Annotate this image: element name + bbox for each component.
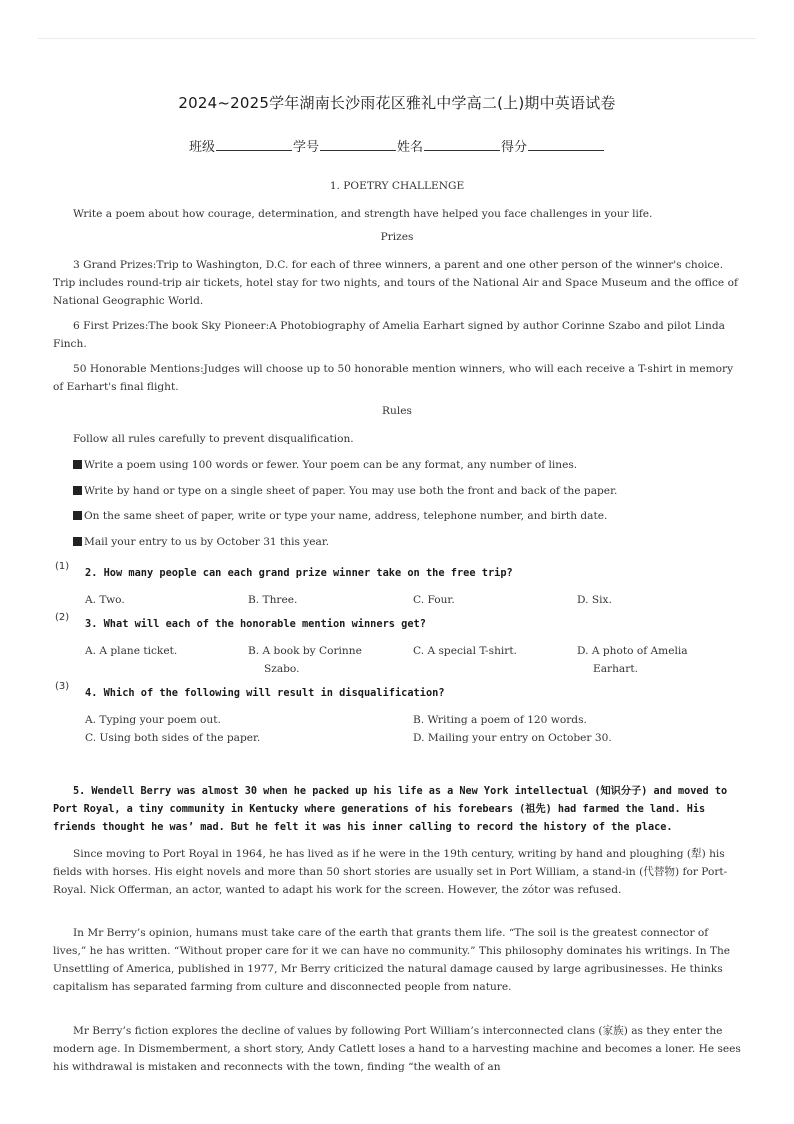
option-d[interactable]: D. A photo of Amelia Earhart. <box>577 645 688 675</box>
score-blank[interactable] <box>528 138 604 151</box>
passage2-paragraph: In Mr Berry’s opinion, humans must take care of the earth that grants them life. “The soil is the greatest connector of lives,” he has written. “Without proper care for it we can have no community.” This philosophy dominates his writings. In The Unsettling of America, published in 1977, Mr Berry criticized the natural damage caused by large agribusinesses. He thinks capitalism has separated farming from culture and disconnected people from nature. <box>53 927 731 993</box>
prize-first: 6 First Prizes:The book Sky Pioneer:A Photobiography of Amelia Earhart signed by author Corinne Szabo and pilot Linda Finch. <box>53 320 725 350</box>
passage1-intro: Write a poem about how courage, determination, and strength have helped you face challenges in your life. <box>73 208 653 220</box>
prize-grand: 3 Grand Prizes:Trip to Washington, D.C. for each of three winners, a parent and one other person of the winner's choice. Trip includes round-trip air tickets, hotel stay for two nights, and tours of the National Air and Space Museum and the office of National Geographic World. <box>53 259 738 307</box>
square-bullet-icon <box>73 537 82 546</box>
passage2-paragraph: Mr Berry’s fiction explores the decline of values by following Port William’s interconnected clans (家族) as they enter the modern age. In Dismemberment, a short story, Andy Catlett loses a hand to a harvesting machine and becomes a loner. He sees his withdrawal is mistaken and reconnects with the town, finding “the wealth of an <box>53 1025 741 1073</box>
square-bullet-icon <box>73 460 82 469</box>
prizes-heading: Prizes <box>380 231 414 243</box>
option-b[interactable]: B. Three. <box>248 594 298 606</box>
rule-item: Write a poem using 100 words or fewer. Your poem can be any format, any number of lines. <box>53 456 743 474</box>
name-blank[interactable] <box>424 138 500 151</box>
rule-item: On the same sheet of paper, write or type your name, address, telephone number, and birth date. <box>53 507 743 525</box>
passage1-heading: 1. POETRY CHALLENGE <box>329 180 465 192</box>
square-bullet-icon <box>73 511 82 520</box>
score-label: 得分 <box>501 140 528 155</box>
student-info-line <box>0 136 794 155</box>
student-id-label: 学号 <box>292 140 319 155</box>
option-a[interactable]: A. Typing your poem out. <box>85 714 221 726</box>
question-number: (1) <box>55 561 70 572</box>
student-id-blank[interactable] <box>320 138 396 151</box>
question-text: 2. How many people can each grand prize winner take on the free trip? <box>85 567 513 579</box>
prize-honorable: 50 Honorable Mentions:Judges will choose up to 50 honorable mention winners, who will each receive a T-shirt in memory of Earhart's final flight. <box>53 363 734 393</box>
option-d[interactable]: D. Six. <box>577 594 612 606</box>
question-number: (2) <box>55 612 70 623</box>
name-label: 姓名 <box>397 140 424 155</box>
option-b[interactable]: B. Writing a poem of 120 words. <box>413 714 587 726</box>
rules-heading: Rules <box>382 405 412 417</box>
question-text: 4. Which of the following will result in disqualification? <box>85 687 445 699</box>
class-label: 班级 <box>188 140 215 155</box>
option-d[interactable]: D. Mailing your entry on October 30. <box>413 732 612 744</box>
rule-item: Write by hand or type on a single sheet of paper. You may use both the front and back of the paper. <box>53 482 743 500</box>
question-text: 3. What will each of the honorable mention winners get? <box>85 618 426 630</box>
option-c[interactable]: C. Four. <box>413 594 455 606</box>
question-number: (3) <box>55 681 70 692</box>
top-divider <box>38 38 756 39</box>
option-b[interactable]: B. A book by Corinne Szabo. <box>248 645 362 675</box>
class-blank[interactable] <box>216 138 292 151</box>
option-a[interactable]: A. Two. <box>85 594 125 606</box>
square-bullet-icon <box>73 486 82 495</box>
rules-intro: Follow all rules carefully to prevent disqualification. <box>73 433 354 445</box>
option-a[interactable]: A. A plane ticket. <box>85 645 178 657</box>
page-title: 2024~2025学年湖南长沙雨花区雅礼中学高二(上)期中英语试卷 <box>178 94 616 112</box>
option-c[interactable]: C. A special T-shirt. <box>413 645 517 657</box>
option-c[interactable]: C. Using both sides of the paper. <box>85 732 261 744</box>
passage2-intro: 5. Wendell Berry was almost 30 when he packed up his life as a New York intellectual (知识分子) and moved to Port Royal, a tiny community in Kentucky where generations of his forebears (祖先) had farmed the land. His friends thought he was’ mad. But he felt it was his inner calling to record the history of the place. <box>53 786 728 833</box>
rule-item: Mail your entry to us by October 31 this year. <box>53 533 743 551</box>
passage2-paragraph: Since moving to Port Royal in 1964, he has lived as if he were in the 19th century, writing by hand and ploughing (犁) his fields with horses. His eight novels and more than 50 short stories are usually set in Port William, a stand-in (代替物) for Port-Royal. Nick Offerman, an actor, wanted to adapt his work for the screen. However, the zótor was refused. <box>53 848 728 896</box>
